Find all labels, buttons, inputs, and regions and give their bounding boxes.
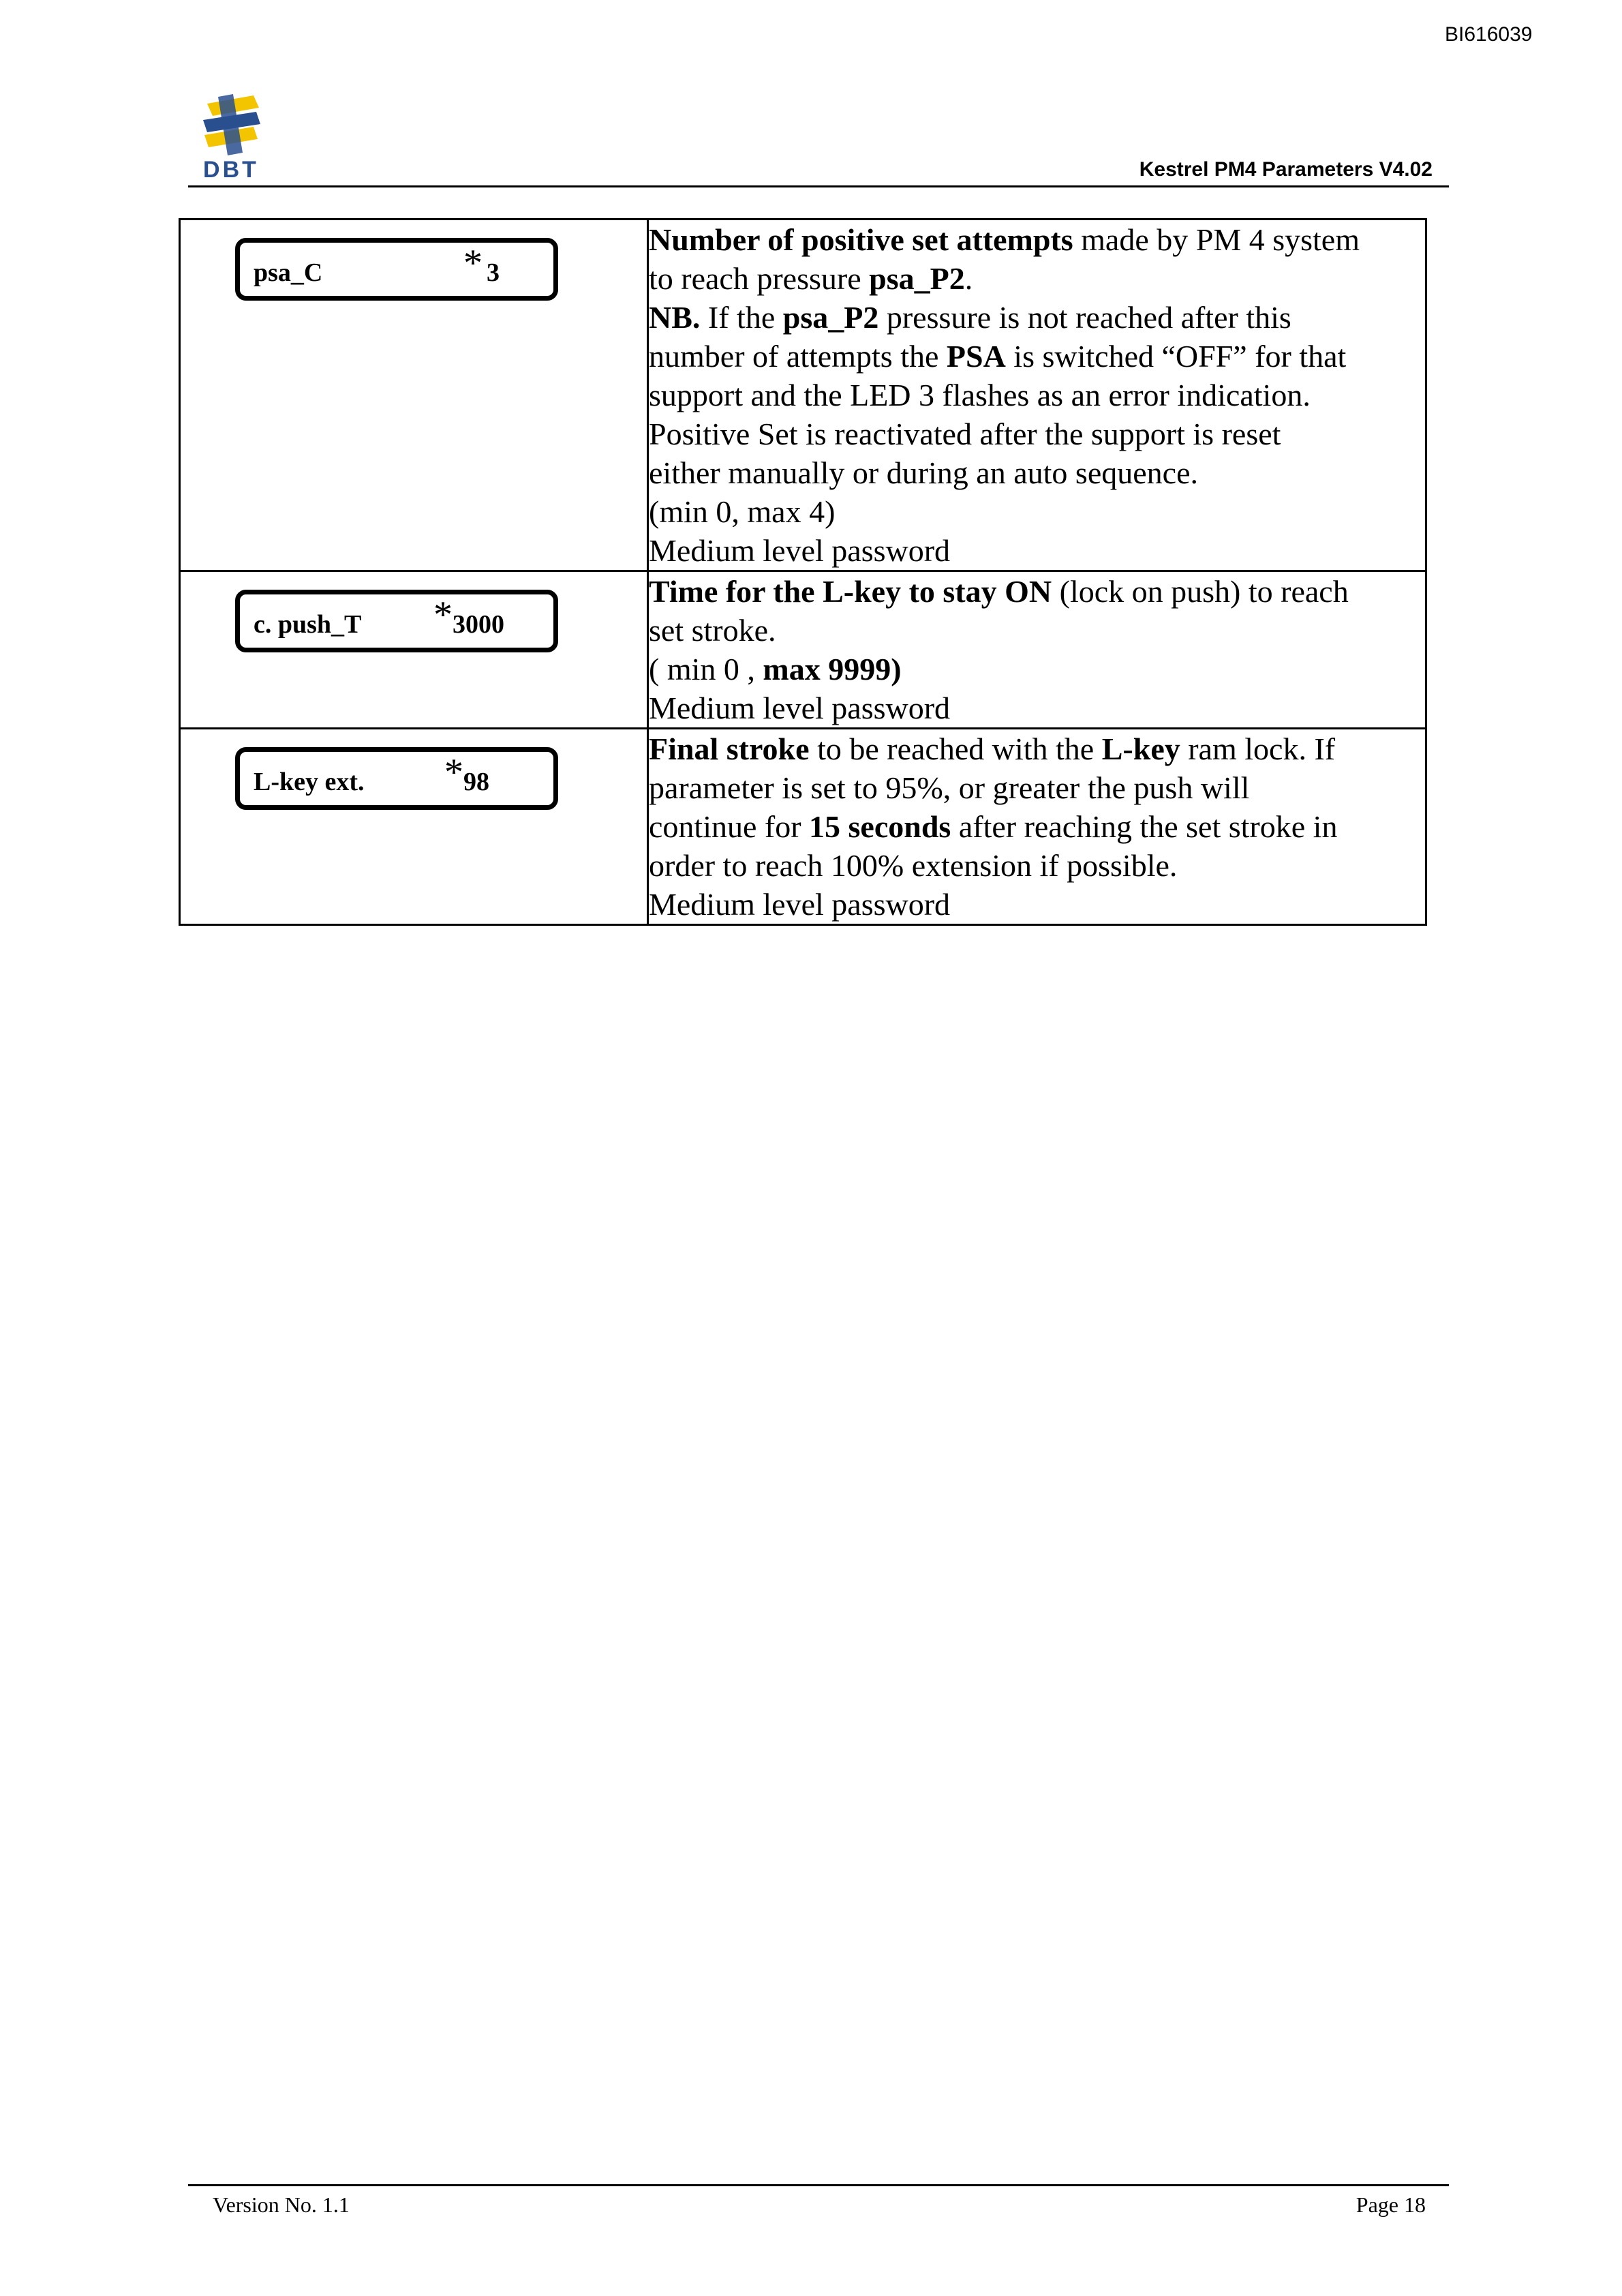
text: to be reached with the [809, 731, 1102, 766]
text: ram lock. If [1180, 731, 1336, 766]
text: Positive Set is reactivated after the support is reset [649, 417, 1281, 451]
text: either manually or during an auto sequence. [649, 455, 1198, 490]
description-line [649, 729, 1425, 768]
star-marker: * [444, 751, 463, 794]
text: set stroke. [649, 613, 776, 648]
bold-text: NB. [649, 300, 701, 335]
footer-rule [188, 2184, 1449, 2186]
text: (lock on push) to reach [1052, 574, 1349, 609]
text: Medium level password [649, 691, 951, 725]
display-cell [180, 571, 648, 729]
table-row [180, 729, 1426, 925]
description-line [649, 453, 1425, 492]
text: parameter is set to 95%, or greater the push will [649, 770, 1250, 805]
text: is switched “OFF” for that [1005, 339, 1347, 374]
description-line [649, 611, 1425, 650]
bold-text: Time for the L-key to stay ON [649, 574, 1052, 609]
text: continue for [649, 809, 810, 844]
text: to reach pressure [649, 261, 870, 296]
footer-version: Version No. 1.1 [213, 2192, 350, 2217]
description-line [649, 572, 1425, 611]
bold-text: PSA [946, 339, 1006, 374]
parameter-name: c. push_T [254, 610, 362, 639]
text: pressure is not reached after this [878, 300, 1291, 335]
bold-text: 15 seconds [809, 809, 951, 844]
text: . [964, 261, 973, 296]
dbt-logo-mark [191, 94, 271, 157]
description-line [649, 298, 1425, 337]
text: after reaching the set stroke in [951, 809, 1338, 844]
bold-text: Final stroke [649, 731, 810, 766]
text: support and the LED 3 flashes as an error indication. [649, 378, 1311, 412]
bold-text: Number of positive set attempts [649, 222, 1073, 257]
lcd-display [235, 238, 558, 301]
bold-text: max 9999) [763, 652, 902, 686]
text: (min 0, max 4) [649, 494, 836, 529]
description-line [649, 259, 1425, 298]
parameter-value: 3 [487, 258, 500, 287]
description-line [649, 376, 1425, 414]
lcd-display [235, 747, 558, 810]
text: number of attempts the [649, 339, 947, 374]
description-cell [648, 729, 1426, 925]
display-cell [180, 220, 648, 571]
description-line [649, 531, 1425, 570]
star-marker: * [463, 242, 483, 284]
description-line [649, 689, 1425, 727]
text: Medium level password [649, 887, 951, 922]
parameter-value: 98 [463, 768, 489, 796]
bold-text: L-key [1101, 731, 1180, 766]
description-cell [648, 571, 1426, 729]
parameters-table [179, 218, 1427, 926]
description-line [649, 414, 1425, 453]
parameter-name: L-key ext. [254, 768, 365, 796]
description-line [649, 846, 1425, 885]
dbt-logo [191, 94, 271, 183]
lcd-display [235, 590, 558, 652]
description-line [649, 885, 1425, 924]
document-id: BI616039 [1445, 23, 1533, 46]
text: made by PM 4 system [1073, 222, 1360, 257]
text: If the [700, 300, 783, 335]
header-title: Kestrel PM4 Parameters V4.02 [1139, 158, 1433, 181]
parameter-value: 3000 [453, 610, 504, 639]
text: Medium level password [649, 533, 951, 568]
star-marker: * [433, 594, 453, 636]
description-line [649, 220, 1425, 259]
table-row [180, 220, 1426, 571]
display-cell [180, 729, 648, 925]
table-row [180, 571, 1426, 729]
description-cell [648, 220, 1426, 571]
header-rule [188, 185, 1449, 187]
description-line [649, 768, 1425, 807]
parameter-name: psa_C [254, 258, 323, 287]
text: order to reach 100% extension if possible. [649, 848, 1178, 883]
description-line [649, 650, 1425, 689]
description-line [649, 337, 1425, 376]
footer-page-number: Page 18 [1356, 2192, 1426, 2217]
bold-text: psa_P2 [869, 261, 965, 296]
description-line [649, 807, 1425, 846]
bold-text: psa_P2 [782, 300, 879, 335]
text: ( min 0 , [649, 652, 763, 686]
description-line [649, 492, 1425, 531]
logo-text: DBT [203, 157, 259, 183]
